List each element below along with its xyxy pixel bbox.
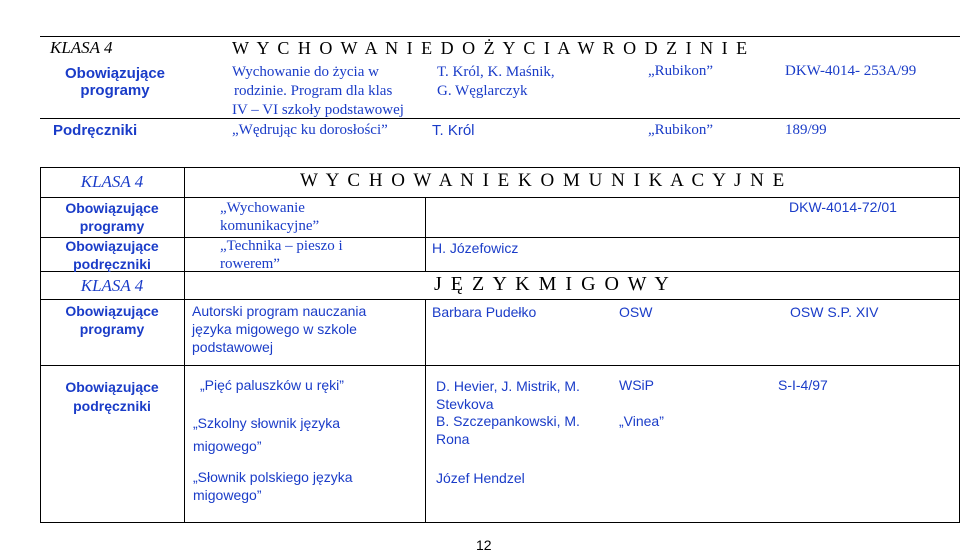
s3-program-number: OSW S.P. XIV xyxy=(790,304,879,320)
s3-book1-title: „Pięć paluszków u ręki” xyxy=(200,377,344,393)
s3-class-label: KLASA 4 xyxy=(80,276,144,295)
s3-book1-publisher: WSiP xyxy=(619,377,654,393)
s3-book3-author: Józef Hendzel xyxy=(436,470,525,486)
s3-book2-authors: B. Szczepankowski, M. Rona xyxy=(436,413,580,447)
s1-textbook-title: „Wędrując ku dorosłości” xyxy=(232,122,388,138)
s2-programs-label: Obowiązujące programy xyxy=(65,200,159,234)
s2-program-name: „Wychowanie komunikacyjne” xyxy=(220,200,320,234)
s1-textbook-number: 189/99 xyxy=(785,122,827,138)
s3-program-author: Barbara Pudełko xyxy=(432,304,537,320)
s1-program-publisher: „Rubikon” xyxy=(648,63,713,79)
s3-book1-number: S-I-4/97 xyxy=(778,377,828,393)
s1-section-title: W Y C H O W A N I E D O Ż Y C I A W R O D Z I N I E xyxy=(232,38,750,58)
s1-textbook-publisher: „Rubikon” xyxy=(648,122,713,138)
s2-textbook-title: „Technika – pieszo i rowerem” xyxy=(220,238,343,272)
s2-textbook-author: H. Józefowicz xyxy=(432,240,519,256)
s3-program-name: Autorski program nauczania języka migowego w szkole podstawowej xyxy=(192,303,367,355)
s2-class-label: KLASA 4 xyxy=(80,172,144,191)
s2-program-number: DKW-4014-72/01 xyxy=(789,199,897,215)
s3-book2-title: „Szkolny słownik języka migowego” xyxy=(193,415,341,454)
s1-program-number: DKW-4014- 253A/99 xyxy=(785,63,917,79)
s1-textbook-label: Podręczniki xyxy=(53,122,138,139)
s3-book2-publisher: „Vinea” xyxy=(619,413,664,429)
s1-programs-label: Obowiązujące programy xyxy=(64,65,166,99)
s2-section-title: W Y C H O W A N I E K O M U N I K A C Y J N E xyxy=(300,170,787,191)
s3-programs-label: Obowiązujące programy xyxy=(65,303,159,337)
s3-book1-authors: D. Hevier, J. Mistrik, M. Stevkova xyxy=(436,378,580,412)
s3-program-publisher: OSW xyxy=(619,304,653,320)
s2-textbooks-label: Obowiązujące podręczniki xyxy=(65,238,159,272)
s3-book3-title: „Słownik polskiego języka migowego” xyxy=(193,469,353,503)
page-number: 12 xyxy=(476,537,492,553)
s1-textbook-author: T. Król xyxy=(432,122,475,139)
s3-section-title: J Ę Z Y K M I G O W Y xyxy=(434,273,671,295)
s1-program-name: Wychowanie do życia w rodzinie. Program dla klas IV – VI szkoły podstawowej xyxy=(232,64,404,118)
s3-textbooks-label: Obowiązujące podręczniki xyxy=(65,379,159,414)
s1-program-authors: T. Król, K. Maśnik, G. Węglarczyk xyxy=(437,64,555,99)
s1-class-label: KLASA 4 xyxy=(50,38,113,57)
